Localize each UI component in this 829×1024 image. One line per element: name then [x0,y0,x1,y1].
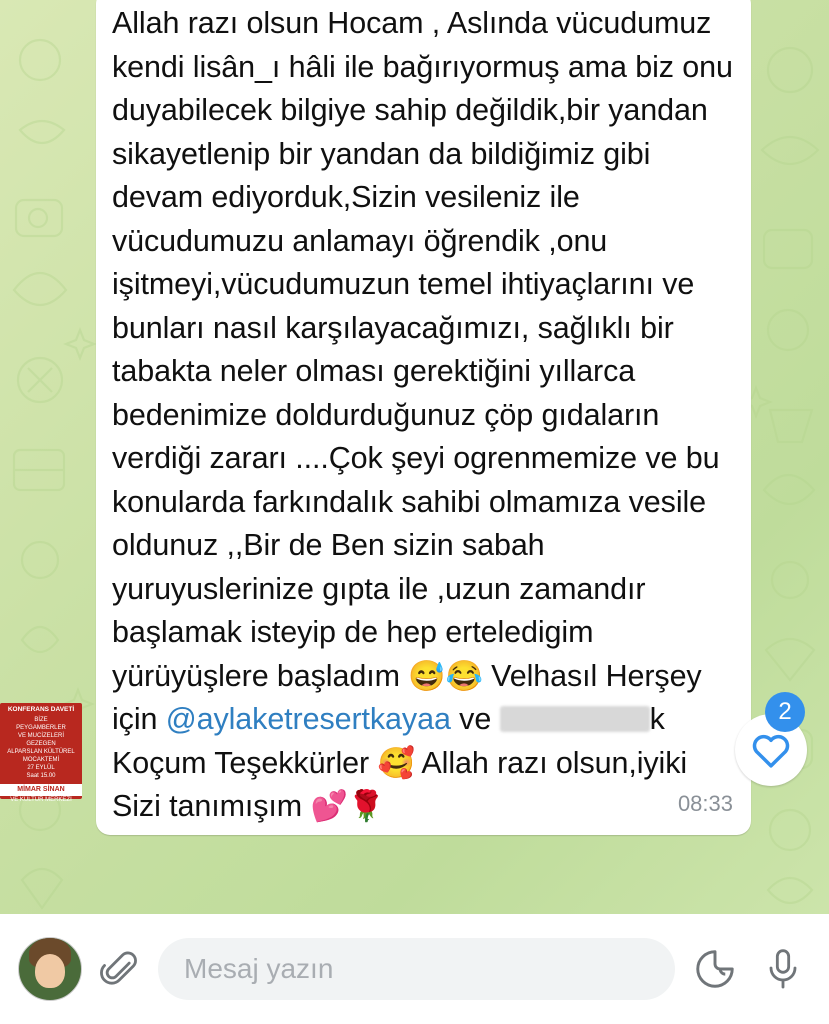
sticker-line-10: VE KÜLTÜR MERKEZİ [10,797,72,803]
message-timestamp: 08:33 [677,790,733,816]
microphone-icon [763,947,803,991]
event-flyer-sticker[interactable] [0,703,82,803]
mention-link[interactable]: @aylaketresertkayaa [165,702,451,736]
sticker-line-6: ALPARSLAN KÜLTÜREL [7,749,75,755]
sticker-line-5: GEZEGEN [26,741,56,747]
message-input[interactable] [158,938,675,1000]
incoming-message-bubble[interactable] [96,0,751,835]
message-text-part-5: Allah razı olsun,iyiki Sizi tanımışım [112,745,696,823]
sticker-line-8: 27 EYLÜL [27,765,55,771]
message-composer-bar[interactable] [0,914,829,1024]
paperclip-icon [100,949,140,989]
message-text-part-2: Velhasıl Herşey için [112,658,710,736]
message-text-part-4: k Koçum Teşekkürler [112,702,674,780]
redacted-name [500,706,650,732]
sticker-band: MİMAR SİNAN [0,784,82,796]
user-avatar[interactable] [18,937,82,1001]
emoji-two-hearts: 💕 [310,790,348,823]
voice-record-button[interactable] [755,941,811,997]
heart-icon [751,731,791,769]
emoji-tears-of-joy: 😂 [445,659,483,693]
sticker-button[interactable] [687,941,743,997]
sticker-line-1: KONFERANS DAVETİ [7,706,75,713]
sticker-line-9: Saat 15.00 [26,773,56,779]
reaction-count-badge[interactable]: 2 [765,692,805,732]
sticker-line-2: BİZE [34,717,48,723]
sticker-line-3: PEYGAMBERLER [16,725,66,731]
avatar-face [35,954,65,988]
emoji-rose: 🌹 [347,790,386,823]
sticker-line-7: MOCAKTEMİ [22,757,60,763]
sticker-icon [693,947,737,991]
emoji-sweat-smile: 😅 [408,659,446,693]
message-text-part-1: Allah razı olsun Hocam , Aslında vücudumuz kendi lisân_ı hâli ile bağırıyormuş ama biz onu duyabilecek bilgiye sahip değildik,bir yandan sikayetlenip bir yandan da bildiğimiz gibi devam ediyorduk,Sizin vesileniz ile vücudumuzu anlamayı öğrendik ,onu işitmeyi,vücudumuzun temel ihtiyaçlarını ve bunları nasıl karşılayacağımızı, sağlıklı bir tabakta neler olması gerektiğini yıllarca bedenimize doldurduğunuz çöp gıdaların verdiği zararı ....Çok şeyi ogrenmemize ve bu konularda farkındalık sahibi olmamıza vesile oldunuz ,,Bir de Ben sizin sabah yuruyuslerinize gıpta ile ,uzun zamandır başlamak isteyip de hep erteledigim yürüyüşlere başladım [112,6,742,693]
reaction-group[interactable] [735,698,807,786]
message-text-part-3: ve [450,702,500,736]
sticker-line-4: VE MUCİZELERİ [17,733,64,739]
attach-button[interactable] [94,943,146,995]
message-input-placeholder: Mesaj yazın [184,953,334,984]
message-text [112,2,742,829]
emoji-smiling-face-hearts: 🥰 [377,746,415,780]
